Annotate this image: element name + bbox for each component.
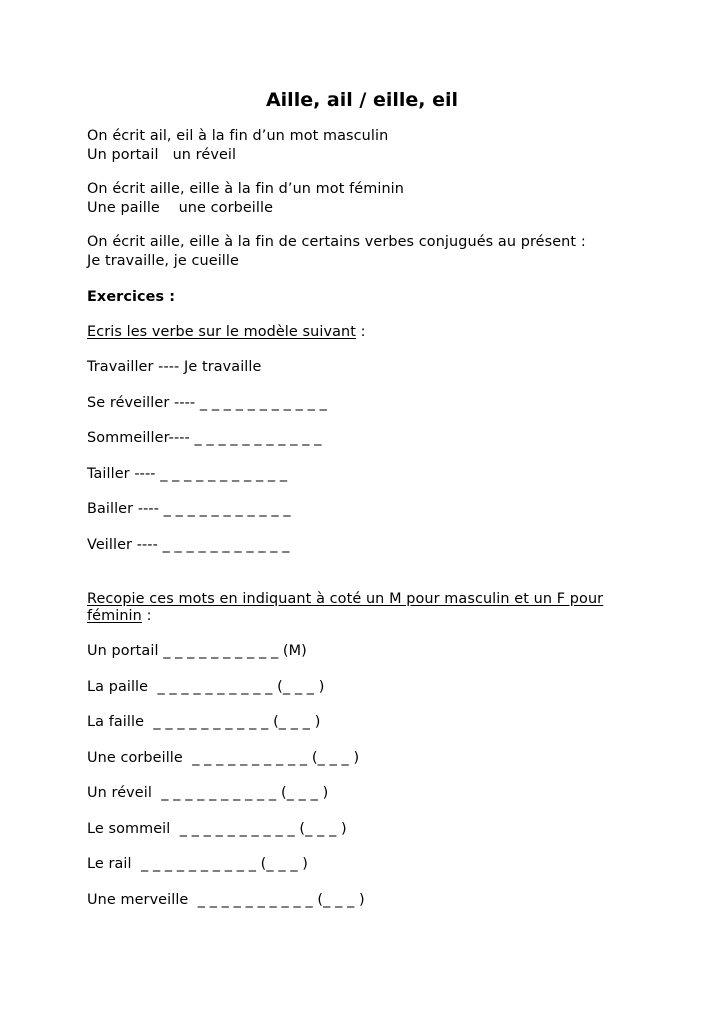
exercise-1-instruction-colon: :: [355, 324, 366, 340]
exercise-2-item: Le sommeil _ _ _ _ _ _ _ _ _ _ (_ _ _ ): [87, 821, 347, 837]
rule-3-example: Je travaille, je cueille: [87, 253, 239, 269]
exercise-1-item: Sommeiller---- _ _ _ _ _ _ _ _ _ _ _: [87, 430, 322, 446]
exercise-2-instruction-line-1: Recopie ces mots en indiquant à coté un M pour masculin et un F pour: [87, 591, 604, 607]
exercise-2-instruction-text: féminin: [87, 608, 142, 624]
rule-2-text: On écrit aille, eille à la fin d’un mot féminin: [87, 181, 404, 197]
exercise-1-item: Se réveiller ---- _ _ _ _ _ _ _ _ _ _ _: [87, 395, 327, 411]
exercise-2-item: La paille _ _ _ _ _ _ _ _ _ _ (_ _ _ ): [87, 679, 325, 695]
exercise-1-instruction: [87, 323, 366, 341]
exercise-2-item: Une corbeille _ _ _ _ _ _ _ _ _ _ (_ _ _ ): [87, 750, 360, 766]
exercise-2-item: Une merveille _ _ _ _ _ _ _ _ _ _ (_ _ _ ): [87, 892, 365, 908]
exercise-1-item: Travailler ---- Je travaille: [87, 359, 262, 375]
exercise-2-item: Le rail _ _ _ _ _ _ _ _ _ _ (_ _ _ ): [87, 856, 309, 872]
exercise-1-instruction-text: Ecris les verbe sur le modèle suivant: [87, 324, 356, 340]
rule-1-text: On écrit ail, eil à la fin d’un mot masculin: [87, 128, 389, 144]
rule-2-example: Une paille une corbeille: [87, 200, 274, 216]
rule-1-example: Un portail un réveil: [87, 147, 237, 163]
exercise-1-item: Bailler ---- _ _ _ _ _ _ _ _ _ _ _: [87, 501, 291, 517]
exercise-2-item: Un réveil _ _ _ _ _ _ _ _ _ _ (_ _ _ ): [87, 785, 329, 801]
exercise-1-item: Tailler ---- _ _ _ _ _ _ _ _ _ _ _: [87, 466, 288, 482]
exercise-2-instruction-colon: :: [141, 608, 152, 624]
exercise-2-instruction-line-2: [87, 607, 152, 625]
rule-3-text: On écrit aille, eille à la fin de certains verbes conjugués au présent :: [87, 234, 586, 250]
page-title: Aille, ail / eille, eil: [265, 89, 459, 111]
exercise-2-item: La faille _ _ _ _ _ _ _ _ _ _ (_ _ _ ): [87, 714, 321, 730]
exercises-heading: Exercices :: [87, 289, 176, 305]
exercise-2-item: Un portail _ _ _ _ _ _ _ _ _ _ (M): [87, 643, 307, 659]
exercise-1-item: Veiller ---- _ _ _ _ _ _ _ _ _ _ _: [87, 537, 290, 553]
